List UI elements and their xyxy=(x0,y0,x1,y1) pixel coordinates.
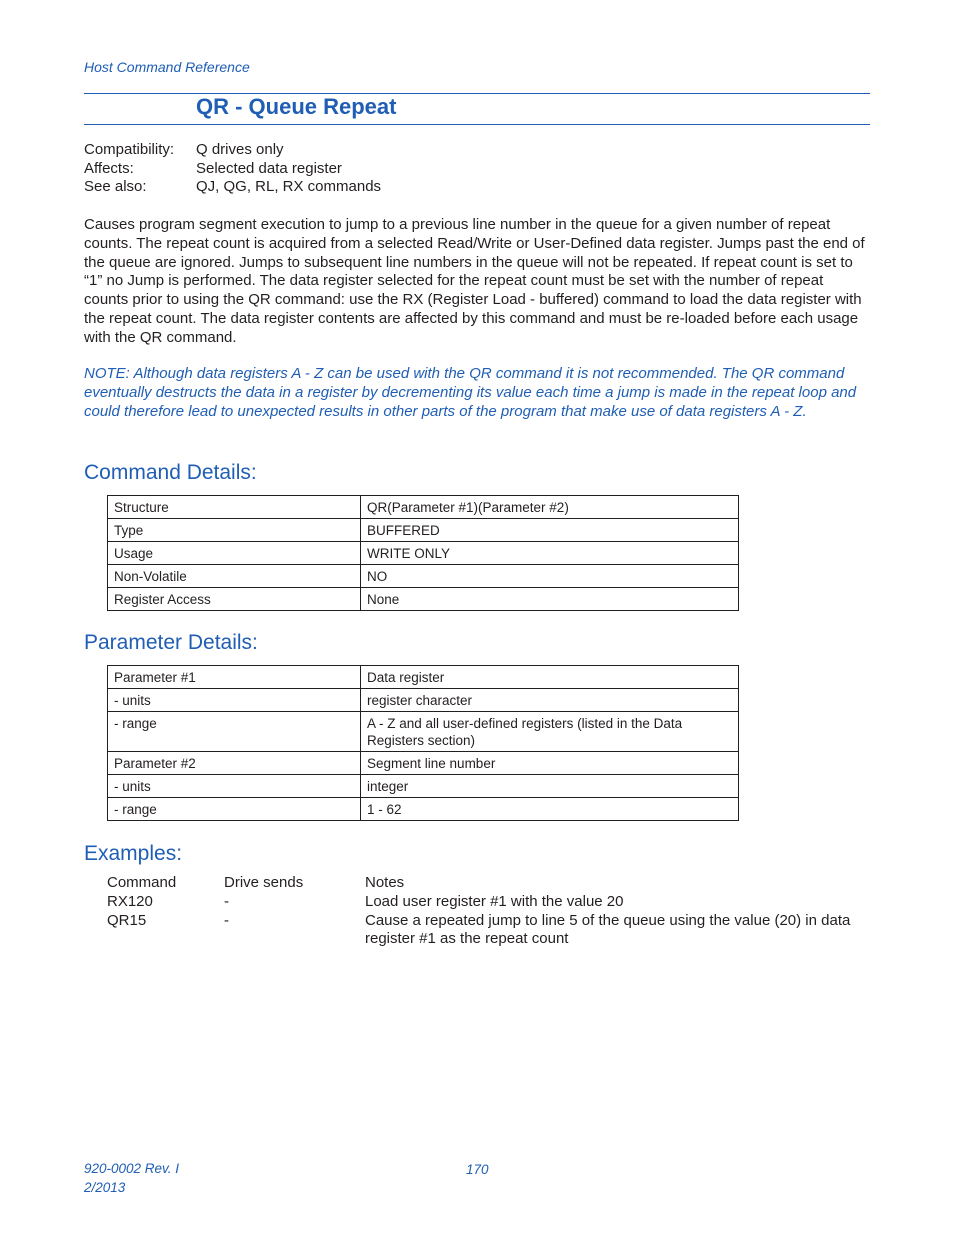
table-cell: Type xyxy=(108,519,361,542)
meta-row xyxy=(84,178,381,197)
example-notes: Cause a repeated jump to line 5 of the queue using the value (20) in data register #1 as the repeat count xyxy=(365,911,851,948)
table-cell: - range xyxy=(108,798,361,821)
meta-key: See also: xyxy=(84,178,147,195)
table-cell: - units xyxy=(108,689,361,712)
table-row xyxy=(108,798,739,821)
meta-row xyxy=(84,141,381,160)
examples-block xyxy=(107,874,870,949)
examples-header-row xyxy=(107,874,870,893)
table-row xyxy=(108,752,739,775)
meta-row xyxy=(84,160,381,179)
example-drive-sends: - xyxy=(224,911,229,929)
examples-heading: Examples: xyxy=(84,842,183,865)
title-bottom-rule xyxy=(84,124,870,125)
table-cell: Structure xyxy=(108,496,361,519)
parameter-details-table xyxy=(107,665,739,821)
description-paragraph: Causes program segment execution to jump to a previous line number in the queue for a given number of repeat counts. The repeat count is acquired from a selected Read/Write or User-Defined data register. Jumps past the end of the queue are ignored. Jumps to subsequent line numbers in the queue will not be repeated. If repeat count is set to “1” no Jump is performed. The data register selected for the repeat count must be set with the number of repeat counts prior to using the QR command: use the RX (Register Load - buffered) command to load the data register with the repeat count. The data register contents are affected by this command and must be re-loaded before each usage with the QR command. xyxy=(84,216,865,346)
example-notes: Load user register #1 with the value 20 xyxy=(365,892,624,910)
table-cell: A - Z and all user-defined registers (listed in the Data Registers section) xyxy=(361,712,739,752)
table-cell: QR(Parameter #1)(Parameter #2) xyxy=(361,496,739,519)
table-row xyxy=(108,775,739,798)
examples-column-header: Drive sends xyxy=(224,874,304,891)
meta-block xyxy=(84,141,381,197)
table-row xyxy=(108,496,739,519)
table-cell: Segment line number xyxy=(361,752,739,775)
table-row xyxy=(108,712,739,752)
table-row xyxy=(108,519,739,542)
table-cell: BUFFERED xyxy=(361,519,739,542)
footer-left xyxy=(84,1159,179,1197)
table-cell: WRITE ONLY xyxy=(361,542,739,565)
table-cell: Data register xyxy=(361,666,739,689)
meta-key: Affects: xyxy=(84,159,134,177)
example-drive-sends: - xyxy=(224,892,229,910)
note-paragraph: NOTE: Although data registers A - Z can be used with the QR command it is not recommended. The QR command eventually destructs the data in a register by decrementing its value each time a jump is made in the repeat loop and could therefore lead to unexpected results in other parts of the program that make use of data registers A - Z. xyxy=(84,365,857,420)
example-command: RX120 xyxy=(107,892,153,910)
meta-value: QJ, QG, RL, RX commands xyxy=(196,178,382,195)
example-row xyxy=(107,912,870,950)
doc-number: 920-0002 Rev. I xyxy=(84,1161,180,1176)
running-head: Host Command Reference xyxy=(84,59,250,75)
table-row xyxy=(108,588,739,611)
meta-value: Selected data register xyxy=(196,159,342,177)
example-row xyxy=(107,893,870,912)
table-cell: 1 - 62 xyxy=(361,798,739,821)
table-row xyxy=(108,689,739,712)
table-cell: Parameter #2 xyxy=(108,752,361,775)
doc-date: 2/2013 xyxy=(84,1180,126,1195)
table-cell: integer xyxy=(361,775,739,798)
parameter-details-heading: Parameter Details: xyxy=(84,631,258,654)
table-cell: register character xyxy=(361,689,739,712)
page-number: 170 xyxy=(466,1162,489,1177)
table-row xyxy=(108,565,739,588)
table-cell: Non-Volatile xyxy=(108,565,361,588)
table-cell: Parameter #1 xyxy=(108,666,361,689)
page-title: QR - Queue Repeat xyxy=(196,94,397,119)
table-cell: NO xyxy=(361,565,739,588)
table-cell: Usage xyxy=(108,542,361,565)
table-cell: - units xyxy=(108,775,361,798)
example-command: QR15 xyxy=(107,911,147,929)
meta-value: Q drives only xyxy=(196,141,284,158)
table-row xyxy=(108,666,739,689)
meta-key: Compatibility: xyxy=(84,141,175,158)
table-cell: Register Access xyxy=(108,588,361,611)
table-row xyxy=(108,542,739,565)
command-details-heading: Command Details: xyxy=(84,461,257,484)
examples-column-header: Command xyxy=(107,874,177,891)
table-cell: None xyxy=(361,588,739,611)
table-cell: - range xyxy=(108,712,361,752)
examples-column-header: Notes xyxy=(365,874,405,891)
command-details-table xyxy=(107,495,739,611)
